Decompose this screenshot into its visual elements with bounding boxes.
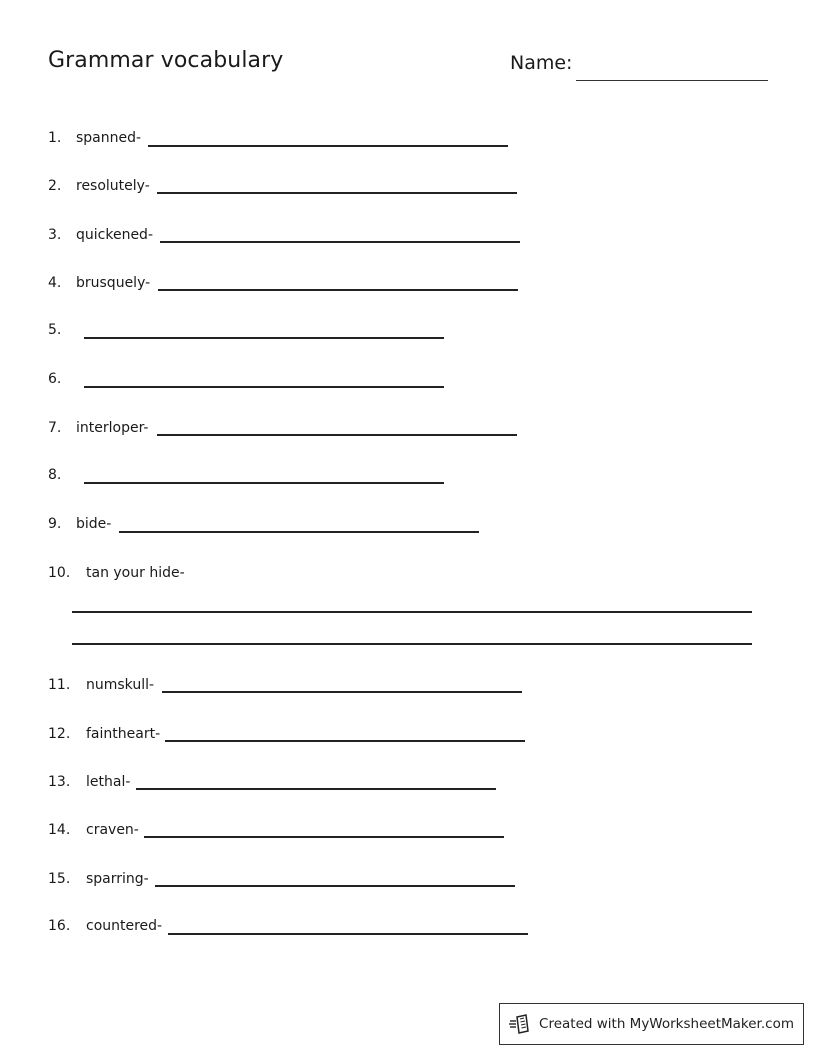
list-item	[48, 371, 448, 395]
list-item	[48, 871, 518, 895]
item-word: interloper-	[76, 420, 149, 436]
footer-credit[interactable]	[499, 1003, 804, 1045]
list-item	[48, 178, 518, 202]
list-item	[48, 822, 508, 846]
answer-line[interactable]	[72, 611, 752, 613]
page-title: Grammar vocabulary	[48, 48, 284, 73]
answer-line[interactable]	[168, 933, 528, 935]
name-answer-line[interactable]	[576, 80, 768, 81]
item-number: 13.	[48, 774, 71, 790]
answer-line[interactable]	[72, 643, 752, 645]
list-item	[48, 774, 508, 798]
item-number: 12.	[48, 726, 71, 742]
item-word: quickened-	[76, 227, 153, 243]
answer-line[interactable]	[160, 241, 520, 243]
answer-line[interactable]	[136, 788, 496, 790]
answer-line[interactable]	[119, 531, 479, 533]
item-word: bide-	[76, 516, 112, 532]
item-word: numskull-	[86, 677, 155, 693]
item-number: 3.	[48, 227, 62, 243]
item-number: 7.	[48, 420, 62, 436]
list-item	[48, 275, 518, 299]
answer-line[interactable]	[165, 740, 525, 742]
worksheet-maker-logo-icon	[509, 1013, 531, 1035]
item-number: 10.	[48, 565, 71, 581]
item-word: tan your hide-	[86, 565, 185, 581]
answer-line[interactable]	[162, 691, 522, 693]
item-number: 15.	[48, 871, 71, 887]
footer-text: Created with MyWorksheetMaker.com	[539, 1016, 794, 1032]
item-number: 4.	[48, 275, 62, 291]
list-item	[48, 918, 538, 942]
item-number: 16.	[48, 918, 71, 934]
answer-line[interactable]	[157, 192, 517, 194]
answer-line[interactable]	[155, 885, 515, 887]
name-label: Name:	[510, 52, 573, 74]
item-word: craven-	[86, 822, 139, 838]
list-item	[48, 565, 348, 589]
item-word: lethal-	[86, 774, 131, 790]
answer-line[interactable]	[84, 482, 444, 484]
item-word: faintheart-	[86, 726, 161, 742]
answer-line[interactable]	[84, 337, 444, 339]
answer-line[interactable]	[158, 289, 518, 291]
item-word: countered-	[86, 918, 163, 934]
item-word: spanned-	[76, 130, 142, 146]
item-number: 11.	[48, 677, 71, 693]
item-number: 9.	[48, 516, 62, 532]
answer-line[interactable]	[84, 386, 444, 388]
answer-line[interactable]	[148, 145, 508, 147]
list-item	[48, 467, 448, 491]
answer-line[interactable]	[144, 836, 504, 838]
item-number: 6.	[48, 371, 62, 387]
list-item	[48, 227, 518, 251]
list-item	[48, 677, 528, 701]
item-word: brusquely-	[76, 275, 151, 291]
item-word: resolutely-	[76, 178, 150, 194]
item-number: 2.	[48, 178, 62, 194]
list-item	[48, 726, 528, 750]
list-item	[48, 130, 518, 154]
list-item	[48, 322, 448, 346]
item-number: 1.	[48, 130, 62, 146]
item-number: 14.	[48, 822, 71, 838]
answer-line[interactable]	[157, 434, 517, 436]
list-item	[48, 420, 518, 444]
list-item	[48, 516, 488, 540]
item-number: 8.	[48, 467, 62, 483]
item-number: 5.	[48, 322, 62, 338]
item-word: sparring-	[86, 871, 149, 887]
